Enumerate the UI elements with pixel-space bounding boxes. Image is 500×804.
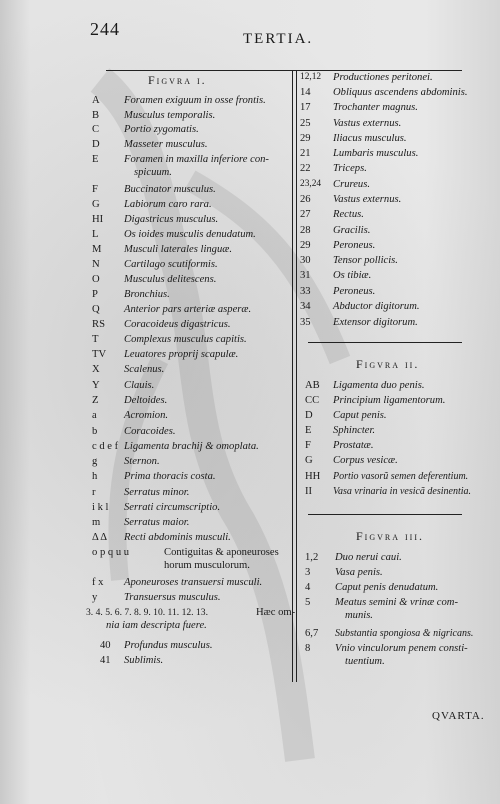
legend-text: Labiorum caro rara. (124, 199, 212, 210)
legend-key: 29 (300, 240, 311, 251)
legend-key: h (92, 471, 98, 482)
legend-key: E (305, 425, 312, 436)
column-rule-double (296, 70, 297, 682)
legend-key: 3. 4. 5. 6. 7. 8. 9. 10. 11. 12. 13. (86, 607, 208, 618)
legend-key: 41 (100, 655, 111, 666)
legend-continuation: horum musculorum. (164, 560, 250, 571)
legend-key: 29 (300, 133, 311, 144)
legend-text: Deltoides. (124, 395, 168, 406)
legend-text: Sublimis. (124, 655, 164, 666)
legend-key: Z (92, 395, 99, 406)
legend-text: Hæc om- (256, 607, 296, 618)
legend-text: Foramen in maxilla inferiore con- (124, 154, 269, 165)
page-number: 244 (90, 19, 120, 39)
legend-text: Os tibiæ. (333, 270, 372, 281)
legend-key: 21 (300, 148, 311, 159)
legend-text: Contiguitas & aponeuroses (164, 547, 279, 558)
legend-text: Cartilago scutiformis. (124, 259, 218, 270)
legend-text: Coracoides. (124, 426, 176, 437)
legend-text: Rectus. (333, 209, 364, 220)
legend-text: Extensor digitorum. (333, 317, 418, 328)
figura-3-title: Figvra iii. (356, 529, 424, 543)
legend-key: a (92, 410, 97, 421)
legend-text: Foramen exiguum in osse frontis. (124, 95, 266, 106)
legend-text: Ligamenta duo penis. (333, 380, 425, 391)
legend-text: Caput penis. (333, 410, 387, 421)
legend-text: Transuersus musculus. (124, 592, 221, 603)
legend-text: Recti abdominis musculi. (124, 532, 231, 543)
legend-key: 34 (300, 301, 311, 312)
legend-text: Bronchius. (124, 289, 170, 300)
legend-text: Coracoideus digastricus. (124, 319, 231, 330)
legend-key: G (305, 455, 313, 466)
figura-2-title: Figvra ii. (356, 357, 420, 371)
legend-text: Serratus maior. (124, 517, 190, 528)
legend-key: m (92, 517, 101, 528)
legend-text: Productiones peritonei. (333, 72, 433, 83)
legend-key: B (92, 110, 100, 121)
legend-key: o p q u u (92, 547, 130, 558)
legend-text: Iliacus musculus. (333, 133, 407, 144)
legend-text: Acromion. (124, 410, 169, 421)
legend-key: 23,24 (300, 179, 322, 189)
legend-text: Principium ligamentorum. (333, 395, 446, 406)
legend-key: y (92, 592, 98, 603)
legend-text: Vasa penis. (335, 567, 383, 578)
rule-figura-2 (308, 342, 462, 343)
legend-text: Lumbaris musculus. (333, 148, 419, 159)
legend-key: c d e f (92, 441, 119, 452)
legend-key: O (92, 274, 100, 285)
legend-text: Vastus externus. (333, 118, 402, 129)
legend-continuation: tuentium. (345, 656, 385, 667)
legend-text: Portio vasorũ semen deferentium. (333, 471, 469, 482)
legend-key: CC (305, 395, 320, 406)
legend-key: r (92, 487, 96, 498)
legend-key: T (92, 334, 99, 345)
legend-text: Musculi laterales linguæ. (124, 244, 232, 255)
legend-text: Peroneus. (333, 240, 376, 251)
legend-text: Serrati circumscriptio. (124, 502, 221, 513)
legend-key: C (92, 124, 100, 135)
legend-key: 33 (300, 286, 311, 297)
legend-text: Musculus delitescens. (124, 274, 217, 285)
legend-key: G (92, 199, 100, 210)
legend-text: Meatus semini & vrinæ com- (335, 597, 458, 608)
legend-key: F (305, 440, 311, 451)
legend-key: AB (305, 380, 320, 391)
legend-key: N (92, 259, 100, 270)
legend-key: 22 (300, 163, 311, 174)
legend-text: Corpus vesicæ. (333, 455, 398, 466)
legend-key: 8 (305, 643, 311, 654)
legend-key: i k l (92, 502, 109, 513)
figura-1-title: Figvra i. (148, 73, 207, 87)
legend-key: 27 (300, 209, 311, 220)
legend-key: 26 (300, 194, 311, 205)
legend-text: Profundus musculus. (124, 640, 213, 651)
legend-key: TV (92, 349, 107, 360)
legend-text: Peroneus. (333, 286, 376, 297)
legend-key: Q (92, 304, 100, 315)
legend-text: Clauis. (124, 380, 155, 391)
legend-key: 28 (300, 225, 311, 236)
legend-text: Ligamenta brachij & omoplata. (124, 441, 259, 452)
legend-key: E (92, 154, 99, 165)
legend-text: Complexus musculus capitis. (124, 334, 247, 345)
legend-key: Δ Δ (92, 532, 108, 543)
legend-text: Sternon. (124, 456, 160, 467)
legend-text: Leuatores proprij scapulæ. (124, 349, 239, 360)
legend-text: Aponeuroses transuersi musculi. (124, 577, 263, 588)
legend-text: Abductor digitorum. (333, 301, 420, 312)
legend-text: Crureus. (333, 179, 370, 190)
legend-text: Vastus externus. (333, 194, 402, 205)
legend-text: Duo nerui caui. (335, 552, 402, 563)
legend-key: D (92, 139, 100, 150)
legend-text: Serratus minor. (124, 487, 190, 498)
legend-text: Caput penis denudatum. (335, 582, 439, 593)
legend-key: 17 (300, 102, 311, 113)
legend-key: II (305, 486, 313, 497)
legend-key: M (92, 244, 102, 255)
legend-text: Trochanter magnus. (333, 102, 418, 113)
legend-key: 1,2 (305, 552, 319, 563)
legend-key: P (92, 289, 98, 300)
legend-key: 12,12 (300, 72, 322, 82)
legend-key: RS (92, 319, 105, 330)
legend-key: A (92, 95, 100, 106)
legend-text: Prostatæ. (333, 440, 374, 451)
legend-text: Musculus temporalis. (124, 110, 216, 121)
legend-key: HI (92, 214, 104, 225)
legend-key: 35 (300, 317, 311, 328)
legend-continuation: spicuum. (134, 167, 172, 178)
legend-key: F (92, 184, 98, 195)
legend-text: Obliquus ascendens abdominis. (333, 87, 468, 98)
legend-key: 30 (300, 255, 311, 266)
rule-figura-3 (308, 514, 462, 515)
legend-continuation: munis. (345, 610, 373, 621)
column-rule (292, 70, 293, 682)
running-head: TERTIA. (243, 31, 314, 47)
legend-key: Y (92, 380, 100, 391)
legend-key: g (92, 456, 98, 467)
legend-key: 31 (300, 270, 311, 281)
legend-key: HH (305, 471, 321, 482)
legend-key: 25 (300, 118, 311, 129)
legend-text: Buccinator musculus. (124, 184, 216, 195)
legend-key: 6,7 (305, 628, 319, 639)
legend-text: Vasa vrinaria in vesicã desinentia. (333, 486, 472, 497)
legend-key: L (92, 229, 99, 240)
legend-key: b (92, 426, 98, 437)
legend-key: 3 (305, 567, 311, 578)
legend-key: 5 (305, 597, 311, 608)
legend-text: Digastricus musculus. (124, 214, 219, 225)
legend-text: Vnio vinculorum penem consti- (335, 643, 468, 654)
catchword: QVARTA. (432, 710, 485, 722)
legend-key: 40 (100, 640, 111, 651)
legend-text: Os ioides musculis denudatum. (124, 229, 256, 240)
legend-text: Triceps. (333, 163, 367, 174)
legend-key: 4 (305, 582, 311, 593)
legend-text: Gracilis. (333, 225, 371, 236)
legend-key: 14 (300, 87, 311, 98)
legend-text: Masseter musculus. (124, 139, 208, 150)
legend-continuation: nia iam descripta fuere. (106, 620, 207, 631)
legend-key: X (92, 364, 100, 375)
bleed-through-figure (40, 60, 460, 780)
legend-text: Anterior pars arteriæ asperæ. (124, 304, 252, 315)
legend-text: Sphincter. (333, 425, 376, 436)
legend-text: Prima thoracis costa. (124, 471, 216, 482)
legend-text: Tensor pollicis. (333, 255, 398, 266)
legend-key: D (305, 410, 313, 421)
legend-text: Portio zygomatis. (124, 124, 199, 135)
legend-text: Substantia spongiosa & nigricans. (335, 628, 474, 639)
legend-text: Scalenus. (124, 364, 165, 375)
legend-key: f x (92, 577, 104, 588)
